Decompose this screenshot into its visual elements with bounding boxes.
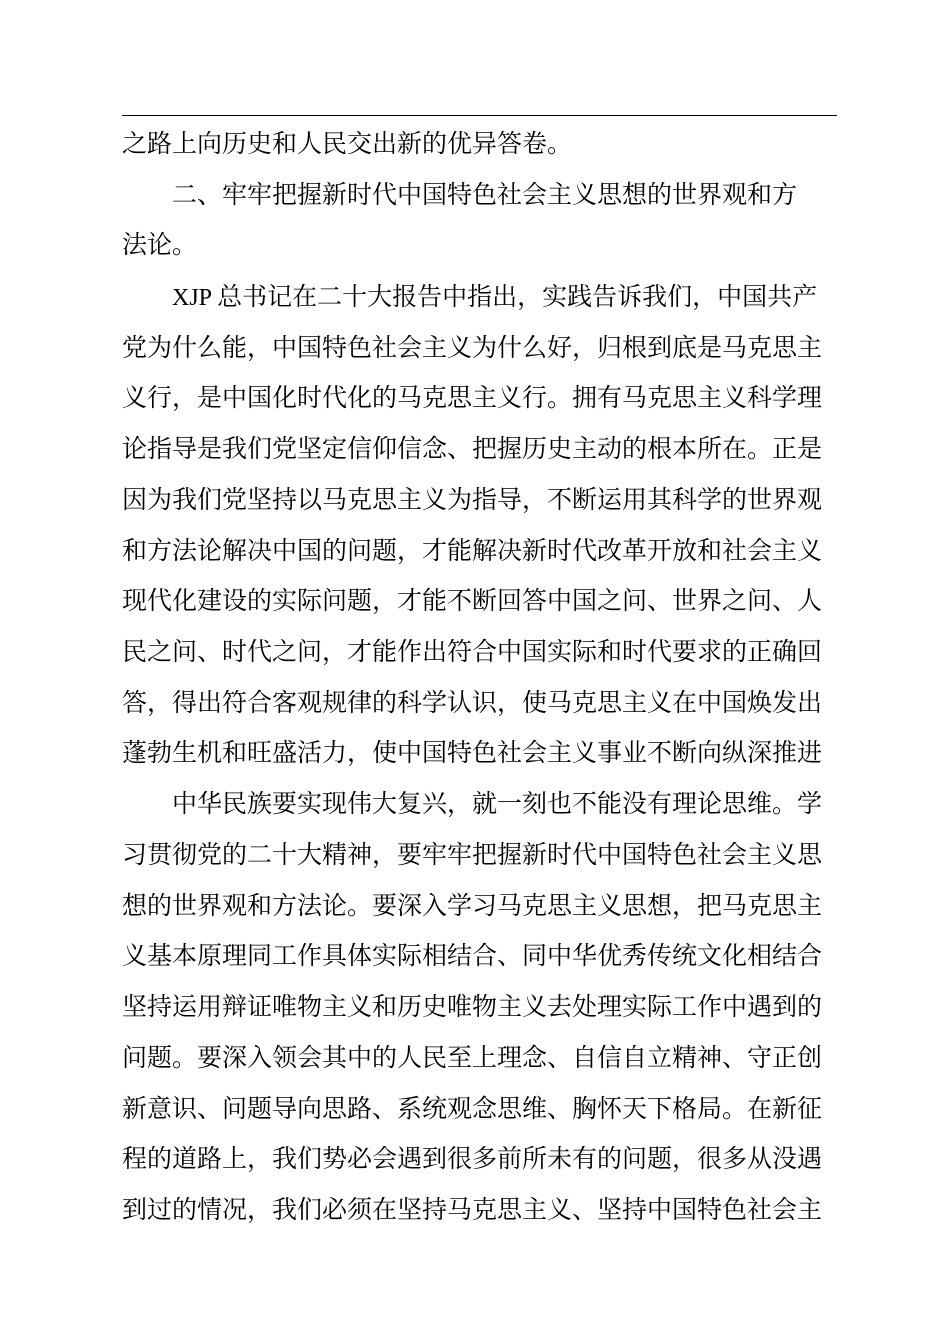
paragraph-2-line-6: 问题。要深入领会其中的人民至上理念、自信自立精神、守正创 — [122, 1043, 823, 1072]
paragraph-1-line-7: 现代化建设的实际问题，才能不断回答中国之问、世界之问、人 — [122, 586, 823, 615]
header-rule — [122, 115, 837, 116]
paragraph-2-line-9: 到过的情况，我们必须在坚持马克思主义、坚持中国特色社会主 — [122, 1195, 823, 1224]
paragraph-1-line-9: 答，得出符合客观规律的科学认识，使马克思主义在中国焕发出 — [122, 688, 823, 717]
text-line-1: 之路上向历史和人民交出新的优异答卷。 — [122, 129, 573, 158]
paragraph-1-prefix: XJP — [172, 285, 218, 311]
section-heading-line-2: 法论。 — [122, 230, 198, 259]
paragraph-1-line-6: 和方法论解决中国的问题，才能解决新时代改革开放和社会主义 — [122, 536, 823, 565]
paragraph-1-line-1-text: 总书记在二十大报告中指出，实践告诉我们，中国共产 — [217, 282, 818, 311]
paragraph-2-line-5: 坚持运用辩证唯物主义和历史唯物主义去处理实际工作中遇到的 — [122, 992, 823, 1021]
paragraph-1-line-5: 因为我们党坚持以马克思主义为指导，不断运用其科学的世界观 — [122, 485, 823, 514]
section-heading-line-1: 二、牢牢把握新时代中国特色社会主义思想的世界观和方 — [172, 180, 798, 209]
paragraph-1-line-4: 论指导是我们党坚定信仰信念、把握历史主动的根本所在。正是 — [122, 434, 823, 463]
paragraph-2-line-1: 中华民族要实现伟大复兴，就一刻也不能没有理论思维。学 — [172, 789, 823, 818]
paragraph-1-line-3: 义行，是中国化时代化的马克思主义行。拥有马克思主义科学理 — [122, 383, 823, 412]
paragraph-1-line-8: 民之问、时代之问，才能作出符合中国实际和时代要求的正确回 — [122, 637, 823, 666]
paragraph-1-line-2: 党为什么能，中国特色社会主义为什么好，归根到底是马克思主 — [122, 333, 823, 362]
paragraph-2-line-8: 程的道路上，我们势必会遇到很多前所未有的问题，很多从没遇 — [122, 1144, 823, 1173]
paragraph-2-line-4: 义基本原理同工作具体实际相结合、同中华优秀传统文化相结合 — [122, 941, 823, 970]
paragraph-1-line-1 — [172, 271, 837, 323]
paragraph-2-line-3: 想的世界观和方法论。要深入学习马克思主义思想，把马克思主 — [122, 891, 823, 920]
paragraph-1-line-10: 蓬勃生机和旺盛活力，使中国特色社会主义事业不断向纵深推进 — [122, 738, 823, 767]
paragraph-2-line-2: 习贯彻党的二十大精神，要牢牢把握新时代中国特色社会主义思 — [122, 840, 823, 869]
paragraph-2-line-7: 新意识、问题导向思路、系统观念思维、胸怀天下格局。在新征 — [122, 1094, 823, 1123]
